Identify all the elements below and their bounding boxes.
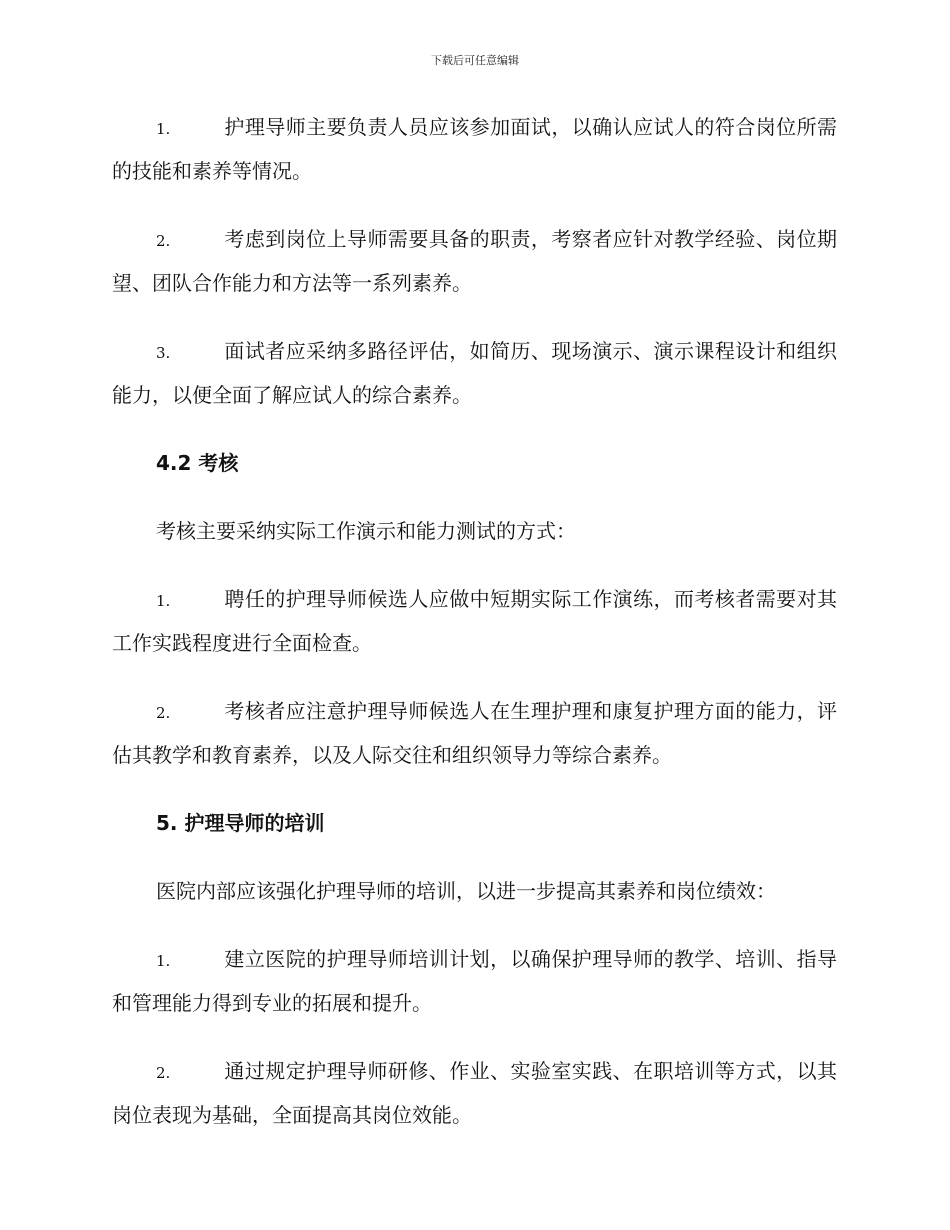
- list-text: 护理导师主要负责人员应该参加面试，以确认应试人的符合岗位所需的技能和素养等情况。: [112, 115, 837, 183]
- list-number: 3.: [156, 344, 171, 362]
- list-number: 1.: [156, 120, 171, 138]
- list-text: 建立医院的护理导师培训计划，以确保护理导师的教学、培训、指导和管理能力得到专业的拓展和提升。: [112, 947, 837, 1015]
- list-text: 通过规定护理导师研修、作业、实验室实践、在职培训等方式，以其岗位表现为基础，全面提高其岗位效能。: [112, 1059, 837, 1127]
- list-item-training-1: [112, 938, 837, 1024]
- list-item-assessment-1: [112, 578, 837, 664]
- list-item-interview-3: [112, 330, 837, 416]
- list-text: 考核者应注意护理导师候选人在生理护理和康复护理方面的能力，评估其教学和教育素养，以及人际交往和组织领导力等综合素养。: [112, 699, 837, 767]
- list-text: 聘任的护理导师候选人应做中短期实际工作演练，而考核者需要对其工作实践程度进行全面检查。: [112, 587, 837, 655]
- section-heading-training: 5. 护理导师的培训: [156, 811, 325, 835]
- list-number: 2.: [156, 1064, 171, 1082]
- list-item-interview-1: [112, 106, 837, 192]
- list-text: 面试者应采纳多路径评估，如简历、现场演示、演示课程设计和组织能力，以便全面了解应试人的综合素养。: [112, 339, 837, 407]
- list-item-training-2: [112, 1050, 837, 1136]
- list-number: 1.: [156, 952, 171, 970]
- list-number: 2.: [156, 232, 171, 250]
- list-text: 考虑到岗位上导师需要具备的职责，考察者应针对教学经验、岗位期望、团队合作能力和方法等一系列素养。: [112, 227, 837, 295]
- list-number: 2.: [156, 704, 171, 722]
- training-intro-paragraph: 医院内部应该强化护理导师的培训，以进一步提高其素养和岗位绩效：: [156, 879, 776, 903]
- list-number: 1.: [156, 592, 171, 610]
- page-header-note: 下载后可任意编辑: [431, 54, 519, 67]
- section-heading-assessment: 4.2 考核: [156, 451, 239, 475]
- document-body: [112, 106, 837, 1162]
- list-item-interview-2: [112, 218, 837, 304]
- assessment-intro-paragraph: 考核主要采纳实际工作演示和能力测试的方式：: [156, 519, 576, 543]
- list-item-assessment-2: [112, 690, 837, 776]
